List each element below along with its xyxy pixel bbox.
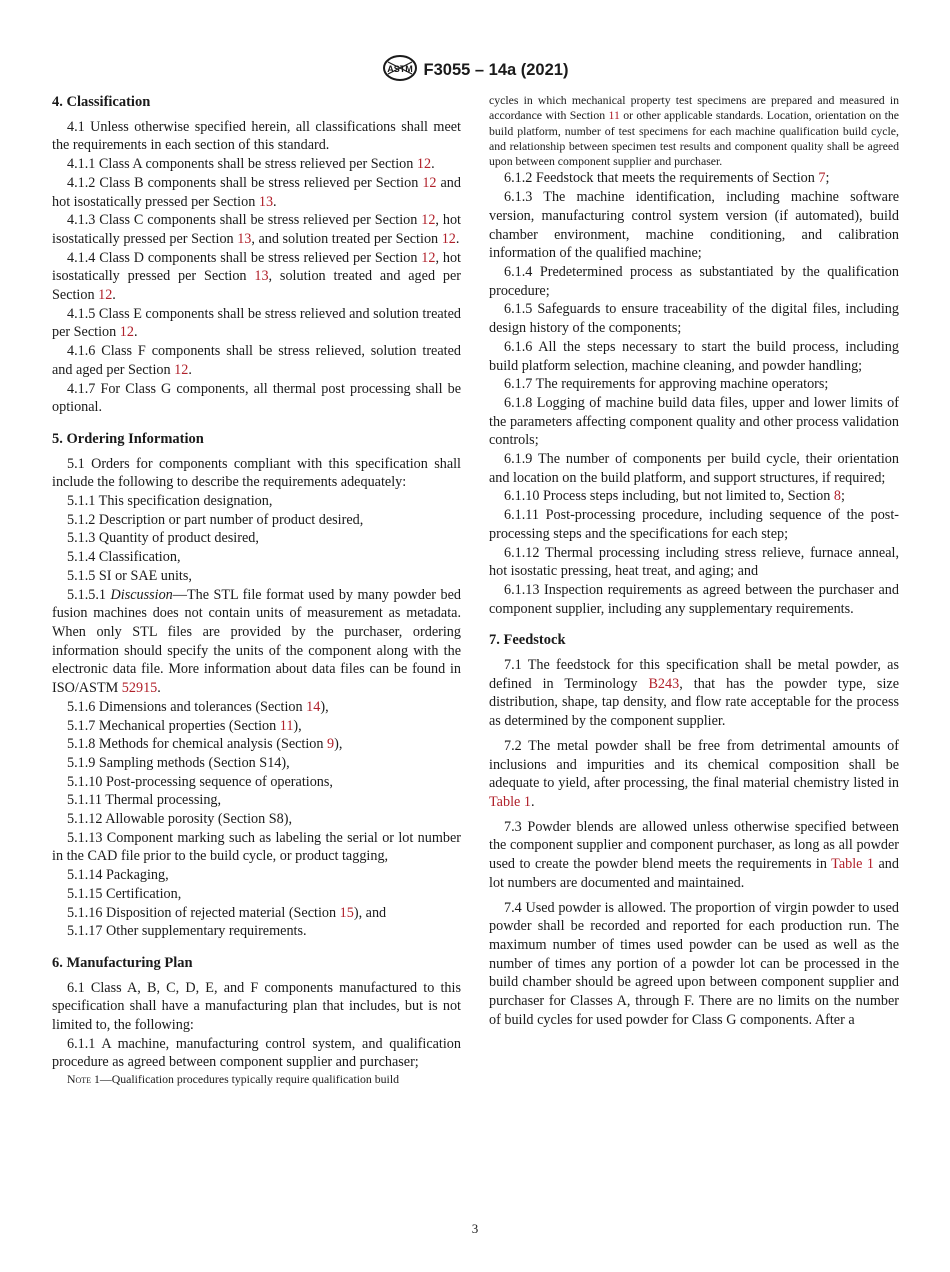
page-header: [0, 54, 950, 82]
standard-link[interactable]: 52915: [121, 680, 158, 697]
section-4-heading: 4. Classification: [52, 94, 151, 110]
para-5-1-3: 5.1.3 Quantity of product desired,: [67, 530, 259, 547]
para-5-1-16: 5.1.16 Disposition of rejected material (Section 15), and: [67, 904, 387, 921]
left-column: [52, 93, 461, 1087]
para-6-1-8: 6.1.8 Logging of machine build data files, upper and lower limits of the parameters affecting component quality and other process validation controls;: [489, 394, 899, 449]
section-link[interactable]: 14: [306, 698, 321, 715]
para-4-1-3: 4.1.3 Class C components shall be stress relieved per Section 12, hot isostatically pressed per Section 13, and solution treated per Section 12.: [52, 212, 461, 247]
para-5-1-14: 5.1.14 Packaging,: [67, 867, 169, 884]
para-5-1-4: 5.1.4 Classification,: [67, 549, 181, 566]
section-link[interactable]: 12: [421, 212, 436, 229]
table-link[interactable]: Table 1: [489, 793, 531, 810]
para-6-1-10: 6.1.10 Process steps including, but not limited to, Section 8;: [504, 488, 845, 505]
section-link[interactable]: 12: [421, 249, 436, 266]
para-4-1-2: 4.1.2 Class B components shall be stress relieved per Section 12 and hot isostatically pressed per Section 13.: [52, 174, 461, 210]
para-7-4: 7.4 Used powder is allowed. The proportion of virgin powder to used powder shall be recorded and reported for each production run. The maximum number of times used powder can be used as well as the number of times any portion of a powder lot can be processed in the build chamber should be agreed upon between component supplier and purchaser for Classes A, through F. There are no limits on the number of build cycles for used powder for Class G components. After a: [489, 899, 899, 1028]
section-link[interactable]: 9: [327, 736, 335, 753]
para-4-1-1: 4.1.1 Class A components shall be stress relieved per Section 12.: [67, 156, 435, 173]
para-5-1-9: 5.1.9 Sampling methods (Section S14),: [67, 754, 290, 771]
section-link[interactable]: 11: [279, 717, 294, 734]
table-link[interactable]: Table 1: [831, 856, 875, 873]
section-link[interactable]: 12: [119, 324, 134, 341]
section-link[interactable]: 7: [818, 170, 826, 187]
para-6-1-9: 6.1.9 The number of components per build cycle, their orientation and location on the build platform, and support structures, if required;: [489, 451, 899, 486]
document-designation: F3055 – 14a (2021): [423, 61, 569, 79]
para-4-1-6: 4.1.6 Class F components shall be stress relieved, solution treated and aged per Section 12.: [52, 343, 461, 378]
section-link[interactable]: 13: [258, 193, 274, 210]
para-6-1-1: 6.1.1 A machine, manufacturing control system, and qualification procedure as agreed between component supplier and purchaser;: [52, 1035, 461, 1071]
section-link[interactable]: 8: [833, 488, 841, 505]
para-5-1-12: 5.1.12 Allowable porosity (Section S8),: [67, 811, 293, 828]
section-link[interactable]: 13: [237, 230, 252, 247]
astm-logo-icon: [382, 54, 418, 82]
para-7-1: 7.1 The feedstock for this specification shall be metal powder, as defined in Terminology B243, that has the powder type, size distribution, shape, tap density, and flow rate acceptable for the process as determined by the component supplier.: [489, 657, 899, 730]
para-5-1-11: 5.1.11 Thermal processing,: [67, 792, 222, 809]
note-1: Note 1—Qualification procedures typically require qualification build: [67, 1072, 400, 1087]
para-6-1-5: 6.1.5 Safeguards to ensure traceability of the digital files, including design history of the components;: [489, 301, 899, 337]
para-6-1-4: 6.1.4 Predetermined process as substantiated by the qualification procedure;: [489, 264, 899, 299]
para-4-1-5: 4.1.5 Class E components shall be stress relieved and solution treated per Section 12.: [52, 305, 462, 341]
para-5-1-13: 5.1.13 Component marking such as labeling the serial or lot number in the CAD file prior to the build cycle, or product tagging,: [52, 829, 461, 865]
note-1-continued: cycles in which mechanical property test specimens are prepared and measured in accordance with Section 11 or other applicable standards. Location, orientation on the build platform, number of test specimens for each machine qualification build cycle, and relationship between specimen test results and component quality shall be agreed upon between component supplier and purchaser.: [489, 93, 900, 169]
para-5-1-15: 5.1.15 Certification,: [67, 885, 182, 902]
para-5-1-2: 5.1.2 Description or part number of product desired,: [67, 511, 364, 528]
para-5-1-10: 5.1.10 Post-processing sequence of operations,: [67, 773, 333, 790]
para-5-1-8: 5.1.8 Methods for chemical analysis (Section 9),: [67, 736, 343, 753]
right-column: [489, 93, 899, 1029]
para-7-2: 7.2 The metal powder shall be free from detrimental amounts of inclusions and impurities and its chemical composition shall be adequate to yield, after processing, the final material chemistry listed in Table 1.: [489, 737, 899, 810]
section-link[interactable]: 12: [98, 287, 113, 304]
para-5-1-5: 5.1.5 SI or SAE units,: [67, 567, 192, 584]
para-6-1-3: 6.1.3 The machine identification, including machine software version, manufacturing control system version (if automated), build chamber environment, machine conditioning, and calibration information of the qualified machine;: [489, 189, 899, 262]
para-7-3: 7.3 Powder blends are allowed unless otherwise specified between the component supplier and component purchaser, as long as all powder used to create the powder blend meets the requirements in Table 1 and lot numbers are documented and maintained.: [489, 818, 899, 891]
para-4-1-4: 4.1.4 Class D components shall be stress relieved per Section 12, hot isostatically pressed per Section 13, solution treated and aged per Section 12.: [52, 249, 461, 304]
page-number: 3: [471, 1221, 479, 1236]
section-link[interactable]: 12: [174, 361, 189, 378]
para-4-1-7: 4.1.7 For Class G components, all thermal post processing shall be optional.: [52, 380, 461, 416]
para-5-1: 5.1 Orders for components compliant with this specification shall include the following to describe the requirements adequately:: [52, 455, 461, 491]
section-5-heading: 5. Ordering Information: [52, 430, 204, 447]
para-6-1-12: 6.1.12 Thermal processing including stress relieve, furnace anneal, hot isostatic pressing, heat treat, and aging; and: [489, 544, 899, 580]
section-link[interactable]: 11: [608, 108, 620, 123]
para-6-1-11: 6.1.11 Post-processing procedure, including sequence of the post-processing steps and the specifications for each step;: [489, 507, 899, 542]
para-6-1-13: 6.1.13 Inspection requirements as agreed between the purchaser and component supplier, including any supplementary requirements.: [489, 581, 899, 617]
section-link[interactable]: 12: [422, 174, 437, 191]
section-link[interactable]: 12: [416, 156, 432, 173]
section-6-heading: 6. Manufacturing Plan: [52, 954, 193, 971]
para-5-1-6: 5.1.6 Dimensions and tolerances (Section 14),: [67, 698, 329, 715]
section-link[interactable]: 15: [339, 904, 354, 921]
para-6-1: 6.1 Class A, B, C, D, E, and F components manufactured to this specification shall have a manufacturing plan that includes, but is not limited to, the following:: [52, 979, 461, 1034]
para-5-1-1: 5.1.1 This specification designation,: [67, 493, 273, 510]
section-7-heading: 7. Feedstock: [489, 632, 566, 649]
svg-text:ASTM: ASTM: [386, 64, 413, 74]
para-4-1: 4.1 Unless otherwise specified herein, all classifications shall meet the requirements in each section of this standard.: [52, 118, 461, 154]
para-6-1-2: 6.1.2 Feedstock that meets the requirements of Section 7;: [504, 170, 830, 187]
section-link[interactable]: 13: [254, 268, 269, 285]
section-link[interactable]: 12: [441, 230, 456, 247]
para-5-1-7: 5.1.7 Mechanical properties (Section 11),: [67, 717, 302, 734]
para-5-1-5-1: 5.1.5.1 Discussion—The STL file format used by many powder bed fusion machines does not contain units of measurement as metadata. When only STL files are provided by the purchaser, ordering information should specify the units of the component along with the electronic data file. More information about data files can be found in ISO/ASTM 52915.: [52, 586, 461, 697]
para-6-1-6: 6.1.6 All the steps necessary to start the build process, including build platform selection, machine cleaning, and powder handling;: [489, 338, 899, 374]
standard-link[interactable]: B243: [648, 675, 680, 692]
para-5-1-17: 5.1.17 Other supplementary requirements.: [67, 923, 307, 940]
para-6-1-7: 6.1.7 The requirements for approving machine operators;: [504, 376, 829, 393]
